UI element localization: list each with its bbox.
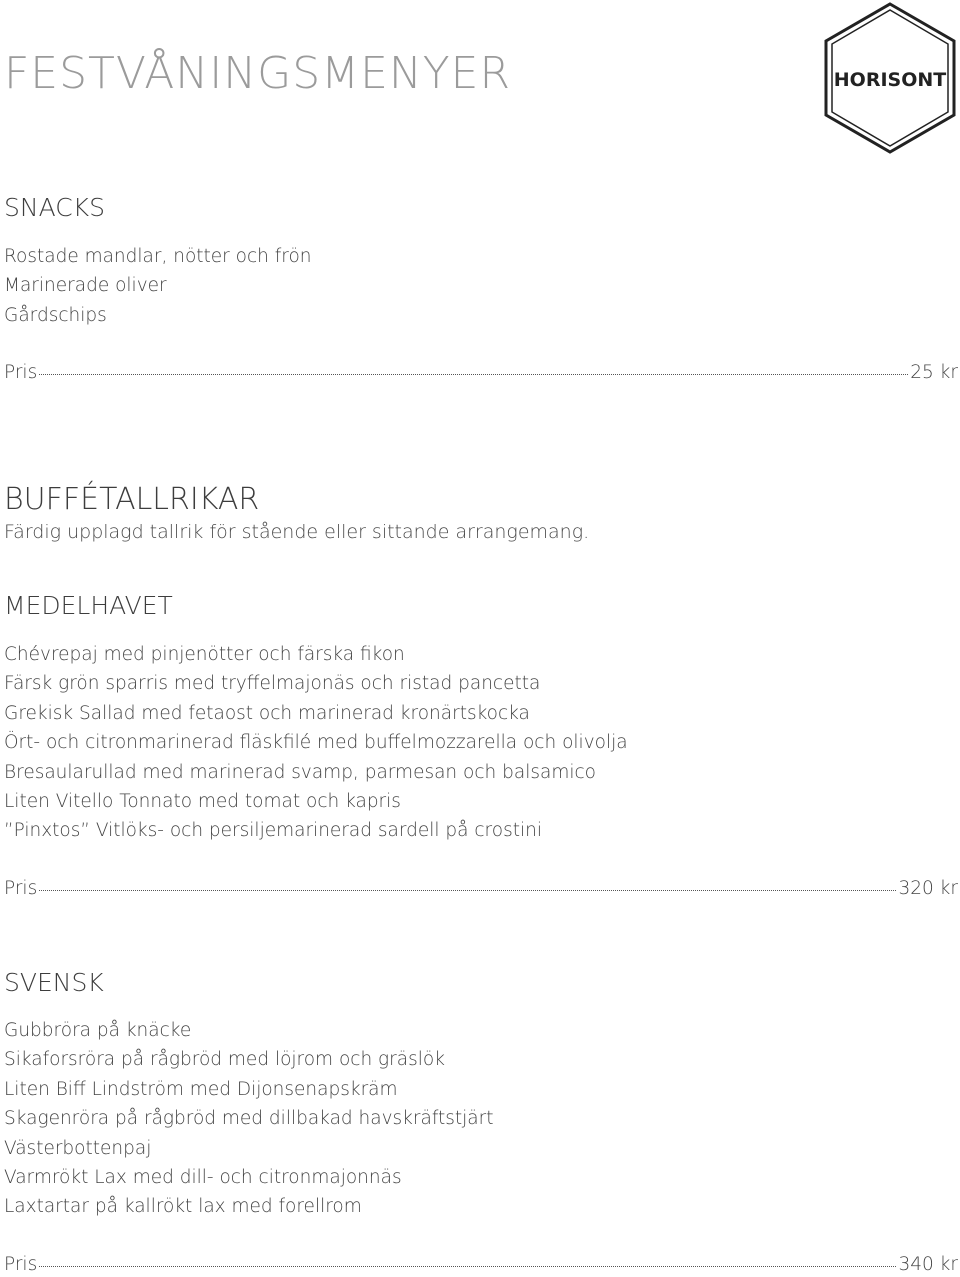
list-item: Bresaularullad med marinerad svamp, parmesan och balsamico (4, 761, 596, 783)
medelhavet-price-row (4, 880, 958, 899)
svensk-heading: SVENSK (4, 968, 104, 997)
list-item: Marinerade oliver (4, 275, 167, 297)
list-item: Laxtartar på kallrökt lax med forellrom (4, 1196, 362, 1218)
list-item: Gårdschips (4, 304, 107, 326)
list-item: Ört- och citronmarinerad fläskfilé med buffelmozzarella och olivolja (4, 732, 628, 754)
page-title: FESTVÅNINGSMENYER (4, 48, 512, 99)
list-item: Liten Vitello Tonnato med tomat och kapris (4, 790, 401, 812)
price-value: 340 kr (898, 1254, 958, 1275)
buffe-heading: BUFFÉTALLRIKAR (4, 482, 260, 517)
dot-leader (39, 890, 896, 891)
dot-leader (39, 1266, 896, 1267)
list-item: Gubbröra på knäcke (4, 1020, 192, 1041)
price-label: Pris (4, 878, 38, 899)
list-item: Chévrepaj med pinjenötter och färska fikon (4, 644, 405, 665)
snacks-heading: SNACKS (4, 193, 105, 222)
logo-wordmark: HORISONT (833, 69, 947, 91)
medelhavet-heading: MEDELHAVET (4, 591, 173, 620)
snacks-list (4, 242, 312, 330)
list-item: Grekisk Sallad med fetaost och marinerad kronärtskocka (4, 702, 530, 724)
price-label: Pris (4, 362, 38, 383)
svensk-price-row (4, 1256, 958, 1275)
snacks-price-row (4, 364, 958, 383)
list-item: Varmrökt Lax med dill- och citronmajonnäs (4, 1166, 402, 1188)
list-item: Skagenröra på rågbröd med dillbakad havskräftstjärt (4, 1108, 494, 1130)
list-item: Färsk grön sparris med tryffelmajonäs och ristad pancetta (4, 673, 541, 695)
list-item: ”Pinxtos” Vitlöks- och persiljemarinerad sardell på crostini (4, 820, 542, 842)
svensk-list (4, 1016, 494, 1222)
medelhavet-list (4, 640, 628, 846)
price-value: 320 kr (898, 878, 958, 899)
buffe-subtitle: Färdig upplagd tallrik för stående eller sittande arrangemang. (4, 521, 590, 543)
dot-leader (39, 374, 908, 375)
price-value: 25 kr (910, 362, 958, 383)
list-item: Rostade mandlar, nötter och frön (4, 246, 312, 267)
list-item: Västerbottenpaj (4, 1137, 152, 1159)
list-item: Sikaforsröra på rågbröd med löjrom och gräslök (4, 1049, 445, 1071)
horisont-logo (820, 0, 960, 160)
list-item: Liten Biff Lindström med Dijonsenapskräm (4, 1078, 398, 1100)
price-label: Pris (4, 1254, 38, 1275)
